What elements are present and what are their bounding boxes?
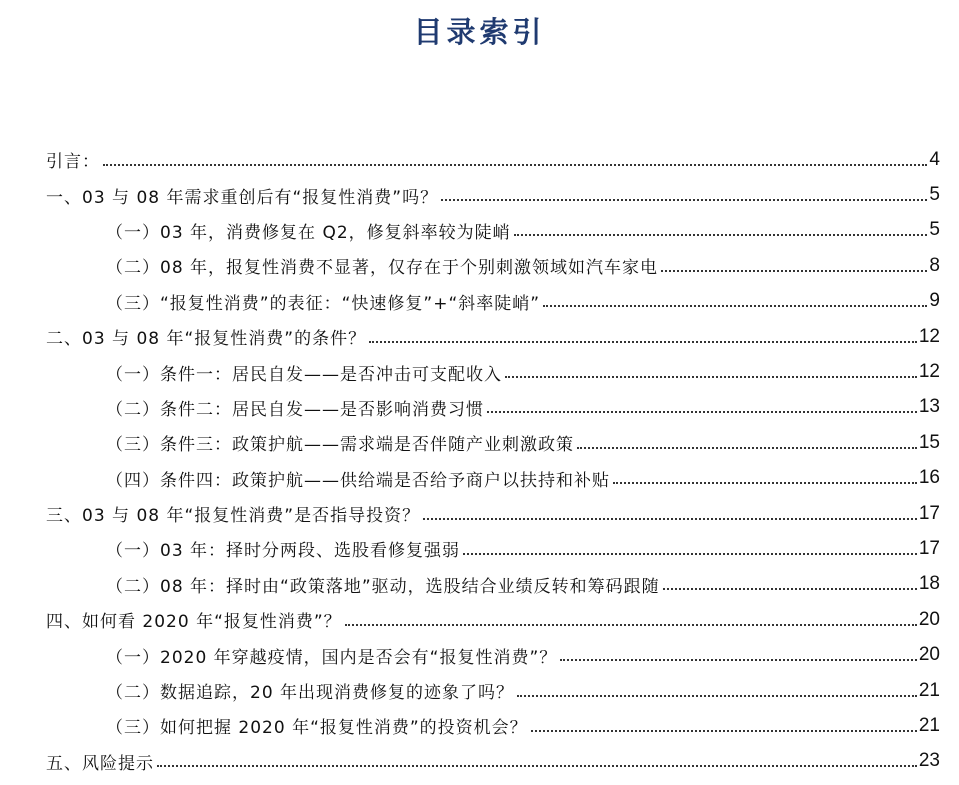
toc-page-number: 21: [918, 714, 940, 736]
toc-entry-title: （三）如何把握 2020 年“报复性消费”的投资机会？: [106, 718, 528, 739]
toc-dot-leader: [560, 645, 917, 661]
toc-entry-title: 三、03 与 08 年“报复性消费”是否指导投资？: [46, 506, 421, 527]
toc-entry[interactable]: [46, 637, 940, 672]
toc-entry-title: （一）条件一：居民自发——是否冲击可支配收入: [106, 364, 502, 385]
toc-entry-title: （二）条件二：居民自发——是否影响消费习惯: [106, 399, 484, 420]
toc-dot-leader: [613, 468, 917, 484]
toc-dot-leader: [103, 150, 927, 166]
toc-entry-title: （二）08 年，报复性消费不显著，仅存在于个别刺激领域如汽车家电: [106, 258, 659, 279]
toc-entry-title: （一）2020 年穿越疫情，国内是否会有“报复性消费”？: [106, 647, 558, 668]
toc-entry[interactable]: [46, 248, 940, 283]
toc-page-number: 18: [918, 573, 940, 595]
page-title: 目录索引: [413, 15, 546, 49]
toc-entry[interactable]: [46, 390, 940, 425]
toc-page-number: 12: [918, 361, 940, 383]
toc-dot-leader: [663, 574, 917, 590]
toc-dot-leader: [505, 362, 917, 378]
toc-entry[interactable]: [46, 708, 940, 743]
toc-entry-title: （一）03 年，消费修复在 Q2，修复斜率较为陡峭: [106, 222, 511, 243]
toc-dot-leader: [157, 751, 917, 767]
table-of-contents: [46, 142, 940, 779]
toc-entry[interactable]: [46, 425, 940, 460]
toc-page-number: 17: [918, 537, 940, 559]
toc-page-number: 8: [929, 254, 940, 276]
toc-entry[interactable]: [46, 567, 940, 602]
toc-entry[interactable]: [46, 319, 940, 354]
toc-entry-title: （三）“报复性消费”的表征：“快速修复”+“斜率陡峭”: [106, 293, 541, 314]
toc-page-number: 5: [929, 184, 940, 206]
toc-page-number: 16: [918, 467, 940, 489]
toc-page-number: 21: [918, 679, 940, 701]
toc-entry[interactable]: [46, 673, 940, 708]
toc-page-number: 23: [918, 750, 940, 772]
toc-entry-title: 四、如何看 2020 年“报复性消费”？: [46, 612, 342, 633]
toc-dot-leader: [345, 610, 917, 626]
toc-page-number: 17: [918, 502, 940, 524]
toc-dot-leader: [487, 397, 917, 413]
toc-entry[interactable]: [46, 461, 940, 496]
toc-dot-leader: [517, 681, 917, 697]
toc-entry[interactable]: [46, 531, 940, 566]
toc-page-number: 20: [918, 608, 940, 630]
toc-dot-leader: [441, 185, 927, 201]
toc-entry[interactable]: [46, 744, 940, 779]
toc-entry-title: 二、03 与 08 年“报复性消费”的条件？: [46, 329, 367, 350]
toc-entry-title: （二）08 年：择时由“政策落地”驱动，选股结合业绩反转和筹码跟随: [106, 576, 660, 597]
toc-dot-leader: [531, 716, 917, 732]
toc-dot-leader: [543, 291, 927, 307]
toc-entry-title: 引言：: [46, 152, 100, 173]
toc-entry[interactable]: [46, 142, 940, 177]
toc-dot-leader: [369, 327, 917, 343]
toc-page-number: 4: [929, 148, 940, 170]
toc-entry[interactable]: [46, 602, 940, 637]
toc-page-number: 15: [918, 431, 940, 453]
toc-dot-leader: [577, 433, 917, 449]
toc-page-number: 13: [918, 396, 940, 418]
toc-page-number: 12: [918, 325, 940, 347]
toc-entry[interactable]: [46, 496, 940, 531]
toc-dot-leader: [514, 220, 928, 236]
toc-entry-title: 五、风险提示: [46, 753, 154, 774]
toc-page-number: 5: [929, 219, 940, 241]
toc-entry-title: （四）条件四：政策护航——供给端是否给予商户以扶持和补贴: [106, 470, 610, 491]
toc-entry-title: （二）数据追踪，20 年出现消费修复的迹象了吗？: [106, 683, 515, 704]
toc-entry[interactable]: [46, 284, 940, 319]
toc-entry-title: （三）条件三：政策护航——需求端是否伴随产业刺激政策: [106, 435, 574, 456]
toc-page-number: 9: [929, 290, 940, 312]
toc-dot-leader: [423, 504, 917, 520]
toc-entry-title: （一）03 年：择时分两段、选股看修复强弱: [106, 541, 461, 562]
toc-entry[interactable]: [46, 354, 940, 389]
toc-dot-leader: [463, 539, 917, 555]
toc-page-number: 20: [918, 644, 940, 666]
toc-entry[interactable]: [46, 213, 940, 248]
toc-dot-leader: [661, 256, 927, 272]
toc-entry-title: 一、03 与 08 年需求重创后有“报复性消费”吗？: [46, 187, 439, 208]
toc-entry[interactable]: [46, 177, 940, 212]
